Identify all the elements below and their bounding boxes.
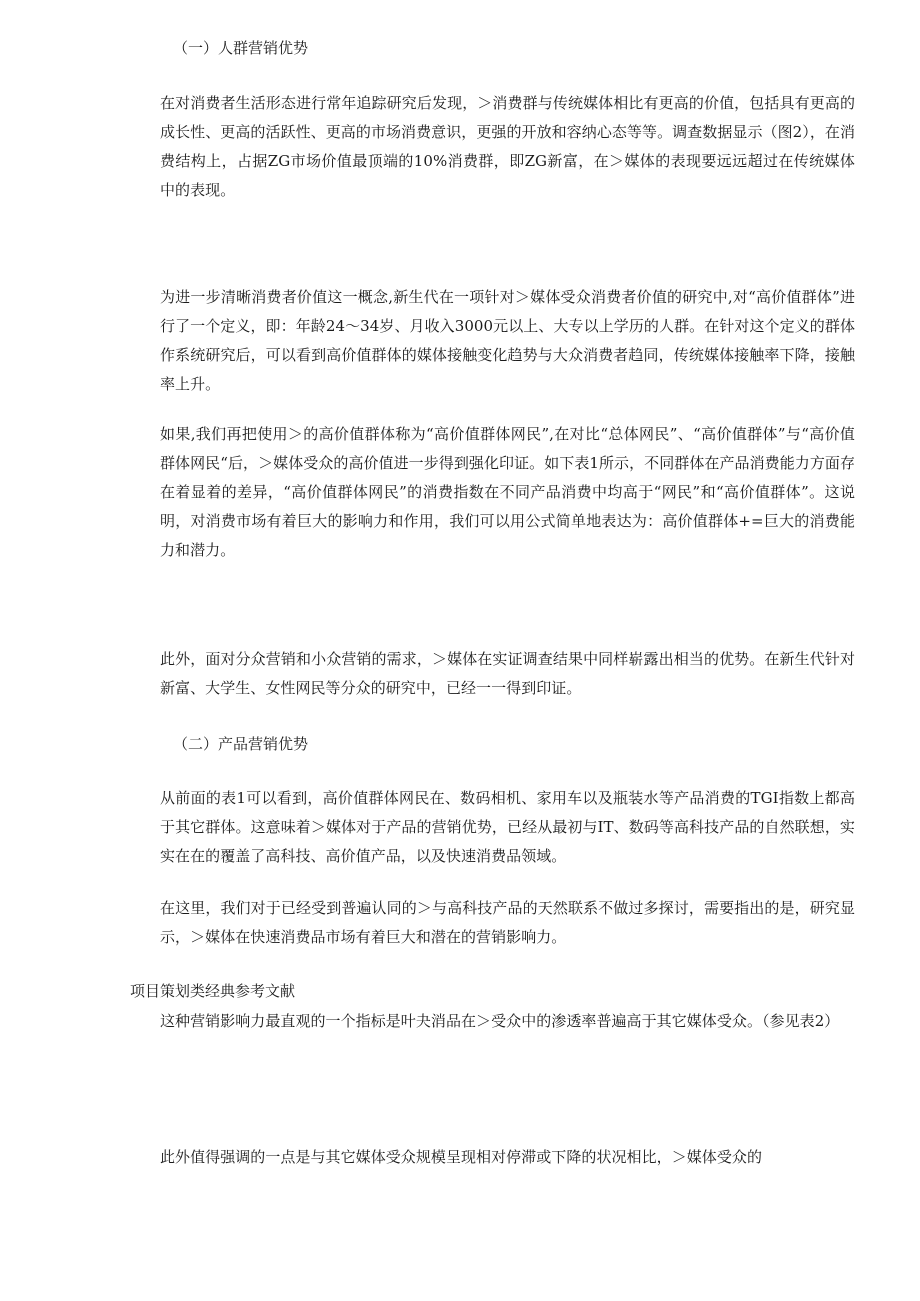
paragraph-audience-scale: 此外值得强调的一点是与其它媒体受众规模呈现相对停滞或下降的状况相比，＞媒体受众的: [160, 1148, 763, 1166]
section-heading-crowd-marketing: （一）人群营销优势: [173, 39, 309, 57]
paragraph-penetration-rate: 这种营销影响力最直观的一个指标是叶夬消品在＞受众中的渗透率普遍高于其它媒体受众。（参见表2）: [160, 1012, 840, 1030]
section-heading-product-marketing: （二）产品营销优势: [173, 735, 309, 753]
paragraph-high-value-netizens: 如果,我们再把使用＞的高价值群体称为“高价值群体网民”,在对比“总体网民”、“高价值群体”与“高价值群体网民“后，＞媒体受众的高价值进一步得到强化印证。如下表1所示，不同群体在产品消费能力方面存在着显着的差异，“高价值群体网民”的消费指数在不同产品消费中均高于“网民”和“高价值群体”。这说明，对消费市场有着巨大的影响力和作用，我们可以用公式简单地表达为：高价值群体+=巨大的消费能力和潜力。: [160, 425, 855, 559]
paragraph-consumer-value: 在对消费者生活形态进行常年追踪研究后发现，＞消费群与传统媒体相比有更高的价值，包括具有更高的成长性、更高的活跃性、更高的市场消费意识，更强的开放和容纳心态等等。调查数据显示（图2），在消费结构上，占据ZG市场价值最顶端的10%消费群，即ZG新富，在＞媒体的表现要远远超过在传统媒体中的表现。: [160, 94, 855, 199]
paragraph-fmcg-influence: 在这里，我们对于已经受到普遍认同的＞与高科技产品的天然联系不做过多探讨，需要指出的是，研究显示，＞媒体在快速消费品市场有着巨大和潜在的营销影响力。: [160, 899, 855, 946]
paragraph-high-value-definition: 为进一步清晰消费者价值这一概念,新生代在一项针对＞媒体受众消费者价值的研究中,对“高价值群体”进行了一个定义，即：年龄24〜34岁、月收入3000元以上、大专以上学历的人群。在针对这个定义的群体作系统研究后，可以看到高价值群体的媒体接触变化趋势与大众消费者趋同，传统媒体接触率下降，接触率上升。: [160, 288, 855, 393]
paragraph-niche-marketing: 此外，面对分众营销和小众营销的需求，＞媒体在实证调查结果中同样崭露出相当的优势。在新生代针对新富、大学生、女性网民等分众的研究中，已经一一得到印证。: [160, 650, 855, 697]
reference-subtitle: 项目策划类经典参考文献: [130, 982, 296, 1000]
paragraph-tgi-index: 从前面的表1可以看到，高价值群体网民在、数码相机、家用车以及瓶装水等产品消费的TGI指数上都高于其它群体。这意味着＞媒体对于产品的营销优势，已经从最初与IT、数码等高科技产品的自然联想，实实在在的覆盖了高科技、高价值产品，以及快速消费品领域。: [160, 789, 855, 865]
